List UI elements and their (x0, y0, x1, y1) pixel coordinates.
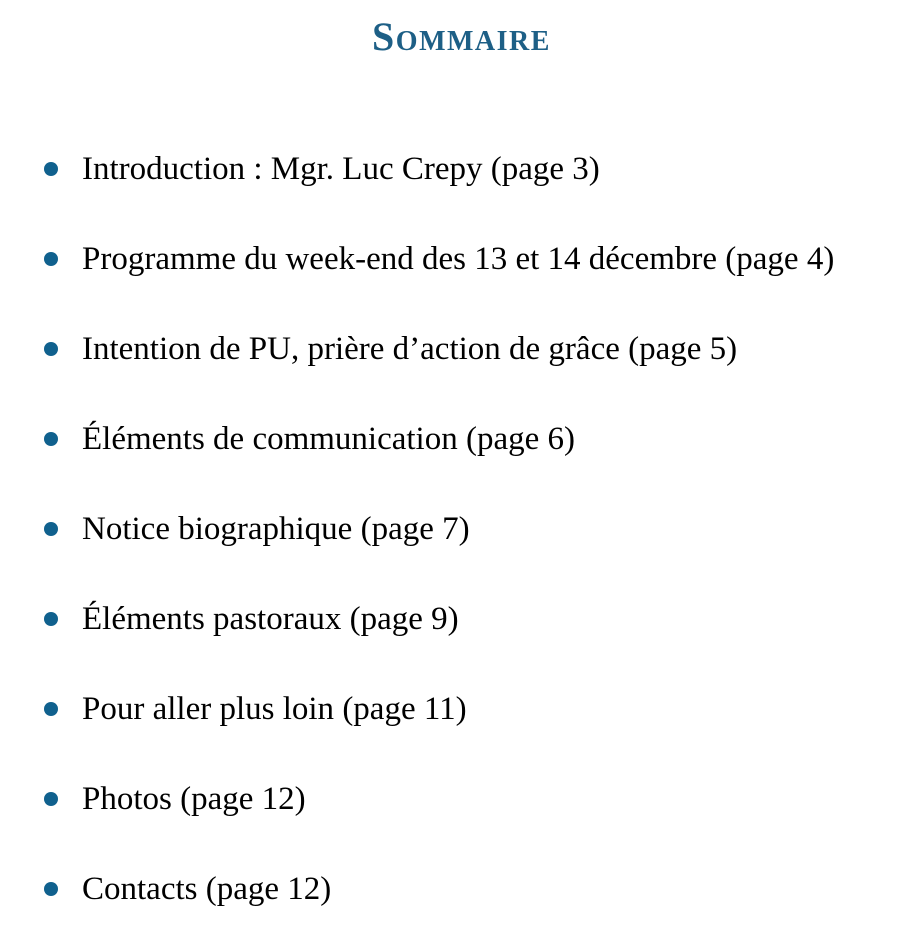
toc-item-text (82, 508, 470, 550)
bullet-icon (44, 162, 58, 176)
toc-item-label: Éléments de communication (82, 421, 458, 457)
bullet-icon (44, 432, 58, 446)
toc-item-page: (page 3) (490, 151, 600, 187)
toc-item (44, 148, 915, 190)
toc-item-text (82, 418, 575, 460)
bullet-icon (44, 522, 58, 536)
toc-item-label: Contacts (82, 871, 198, 907)
toc-item-text (82, 598, 459, 640)
toc-item-page: (page 9) (349, 601, 459, 637)
toc-item (44, 238, 915, 280)
toc-item-label: Notice biographique (82, 511, 353, 547)
toc-item-page: (page 5) (628, 331, 738, 367)
bullet-icon (44, 702, 58, 716)
page-title: Sommaire (372, 14, 551, 59)
toc-item-page: (page 11) (342, 691, 467, 727)
toc-item-text (82, 148, 600, 190)
toc-item-text (82, 868, 331, 910)
toc-item-label: Photos (82, 781, 172, 817)
toc-item-text (82, 328, 737, 370)
toc-item-page: (page 4) (725, 241, 835, 277)
toc-item (44, 598, 915, 640)
toc-item-label: Intention de PU, prière d’action de grâce (82, 331, 620, 367)
bullet-icon (44, 792, 58, 806)
toc-item-label: Pour aller plus loin (82, 691, 335, 727)
toc-item-label: Éléments pastoraux (82, 601, 342, 637)
toc-item-page: (page 7) (360, 511, 470, 547)
toc-item-label: Introduction : Mgr. Luc Crepy (82, 151, 483, 187)
toc-item (44, 328, 915, 370)
table-of-contents (0, 148, 923, 910)
toc-item-text (82, 778, 306, 820)
toc-item-page: (page 12) (180, 781, 306, 817)
bullet-icon (44, 252, 58, 266)
toc-item (44, 688, 915, 730)
bullet-icon (44, 342, 58, 356)
toc-item-page: (page 6) (465, 421, 576, 457)
toc-item (44, 418, 915, 460)
bullet-icon (44, 612, 58, 626)
toc-item-page: (page 12) (205, 871, 332, 907)
toc-item-text (82, 238, 834, 280)
toc-item (44, 508, 915, 550)
toc-item (44, 778, 915, 820)
toc-item-label: Programme du week-end des 13 et 14 décembre (82, 241, 718, 277)
bullet-icon (44, 882, 58, 896)
toc-item (44, 868, 915, 910)
toc-item-text (82, 688, 467, 730)
